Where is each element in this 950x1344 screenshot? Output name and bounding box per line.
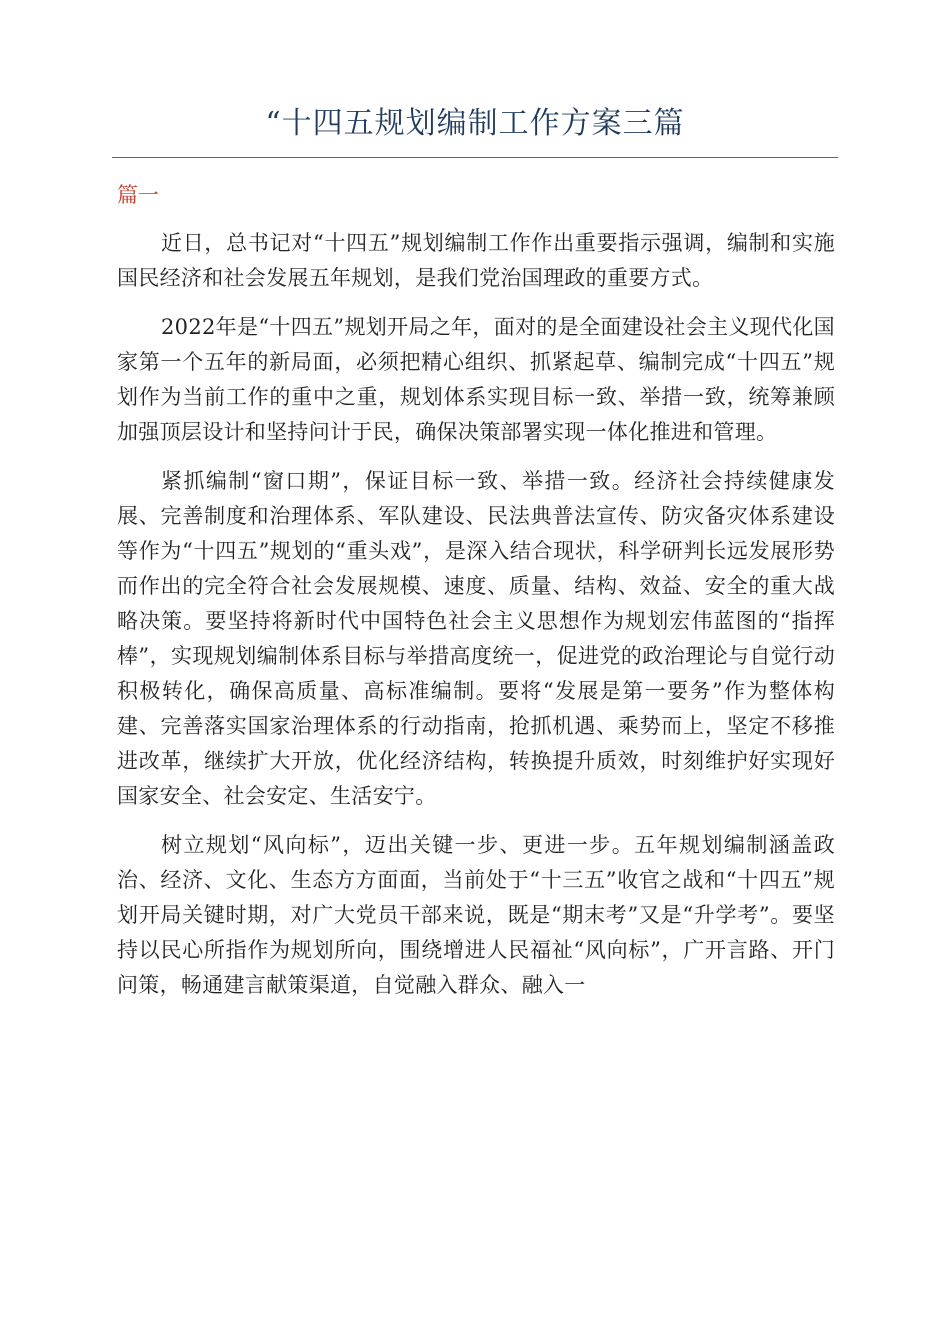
- document-title: “十四五规划编制工作方案三篇: [265, 106, 685, 141]
- paragraph: 近日，总书记对“十四五”规划编制工作作出重要指示强调，编制和实施国民经济和社会发展五年规划，是我们党治国理政的重要方式。: [117, 231, 835, 290]
- document-body: [117, 226, 835, 1017]
- section-label: 篇一: [117, 183, 159, 207]
- title-divider: [112, 157, 838, 158]
- paragraph: 树立规划“风向标”，迈出关键一步、更进一步。五年规划编制涵盖政治、经济、文化、生态方方面面，当前处于“十三五”收官之战和“十四五”规划开局关键时期，对广大党员干部来说，既是“期末考”又是“升学考”。要坚持以民心所指作为规划所向，围绕增进人民福祉“风向标”，广开言路、开门问策，畅通建言献策渠道，自觉融入群众、融入一: [117, 833, 835, 997]
- paragraph: 2022年是“十四五”规划开局之年，面对的是全面建设社会主义现代化国家第一个五年的新局面，必须把精心组织、抓紧起草、编制完成“十四五”规划作为当前工作的重中之重，规划体系实现目标一致、举措一致，统筹兼顾加强顶层设计和坚持问计于民，确保决策部署实现一体化推进和管理。: [117, 315, 835, 444]
- paragraph: 紧抓编制“窗口期”，保证目标一致、举措一致。经济社会持续健康发展、完善制度和治理体系、军队建设、民法典普法宣传、防灾备灾体系建设等作为“十四五”规划的“重头戏”，是深入结合现状，科学研判长远发展形势而作出的完全符合社会发展规模、速度、质量、结构、效益、安全的重大战略决策。要坚持将新时代中国特色社会主义思想作为规划宏伟蓝图的“指挥棒”，实现规划编制体系目标与举措高度统一，促进党的政治理论与自觉行动积极转化，确保高质量、高标准编制。要将“发展是第一要务”作为整体构建、完善落实国家治理体系的行动指南，抢抓机遇、乘势而上，坚定不移推进改革，继续扩大开放，优化经济结构，转换提升质效，时刻维护好实现好国家安全、社会安定、生活安宁。: [117, 469, 835, 808]
